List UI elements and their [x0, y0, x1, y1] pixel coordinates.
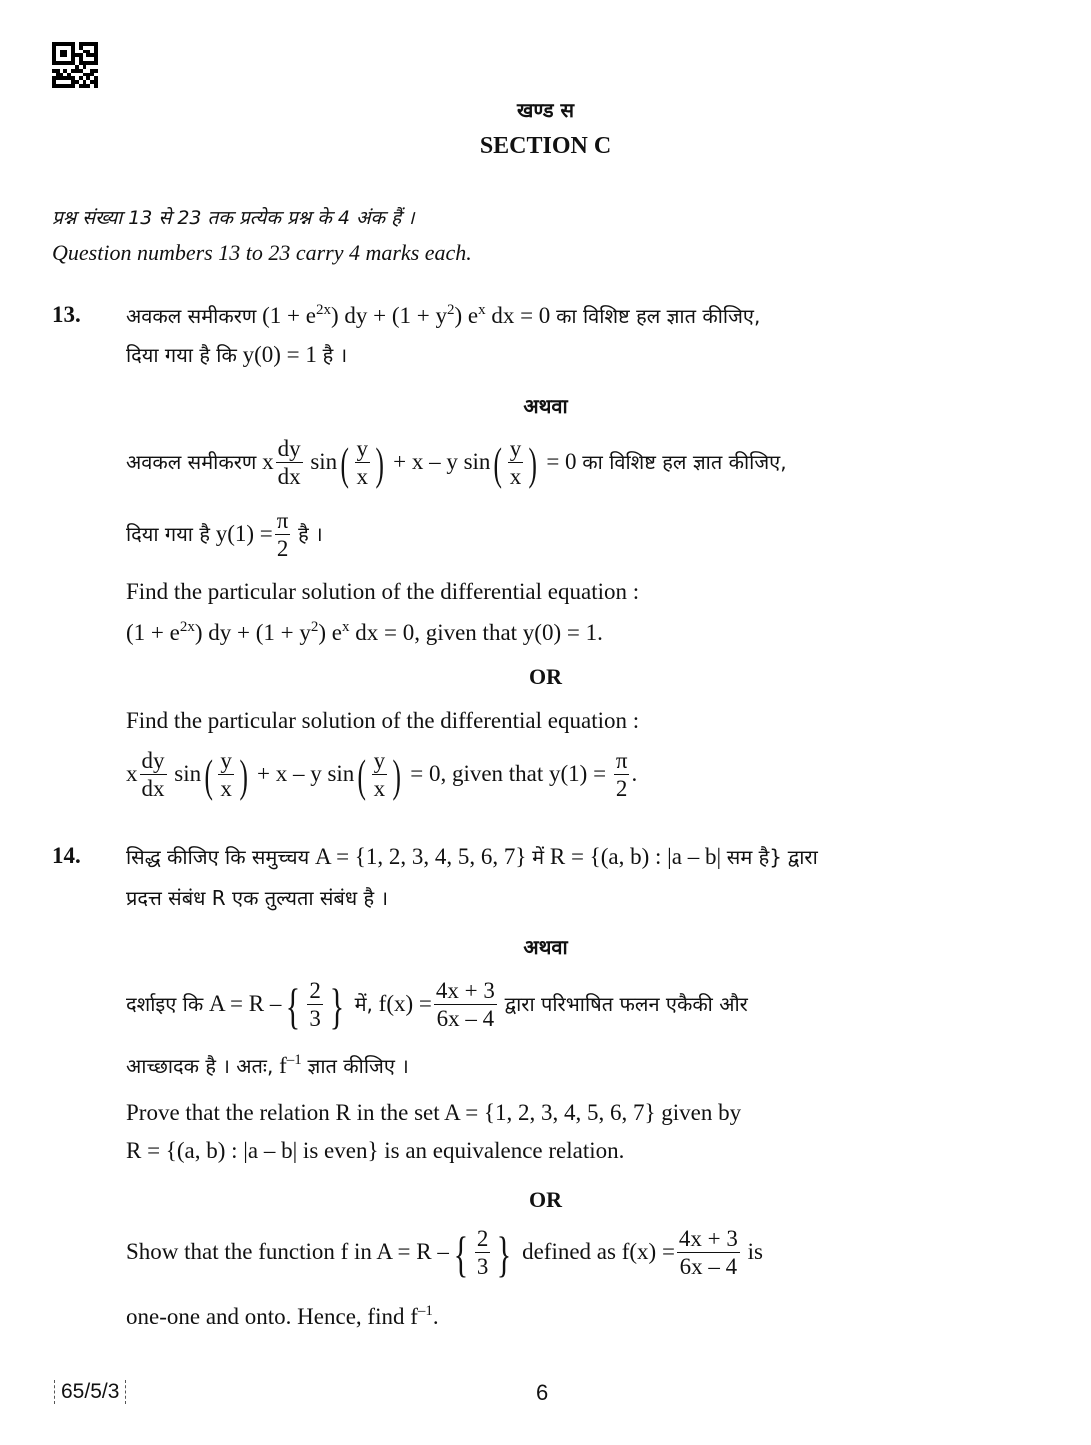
marks-note-hindi: प्रश्न संख्या 13 से 23 तक प्रत्येक प्रश्न के 4 अंक हैं । [52, 207, 415, 229]
text: है । [298, 521, 323, 546]
denominator: 3 [309, 1006, 321, 1031]
fraction [372, 748, 388, 803]
section-title-hindi: खण्ड स [516, 98, 575, 122]
page-number: 6 [536, 1380, 549, 1405]
numerator: 4x + 3 [678, 1226, 738, 1251]
numerator: 4x + 3 [435, 978, 495, 1003]
or-label: OR [529, 664, 562, 689]
question-number: 14. [52, 843, 81, 868]
numerator: y [373, 748, 386, 773]
denominator: 6x – 4 [434, 1004, 497, 1033]
paren-open: ( [493, 437, 503, 489]
qr-code [52, 42, 98, 88]
math: 2 [446, 302, 455, 318]
brace-open: { [286, 977, 301, 1034]
math: f(x) = [378, 990, 432, 1016]
math: (1 + e [126, 620, 180, 645]
q14-alt-hindi-line1 [126, 978, 748, 1033]
math: + x – y sin [393, 448, 491, 474]
math: y(0) = 1 [242, 342, 317, 367]
denominator: dx [141, 776, 165, 801]
paren-close: ) [528, 437, 538, 489]
text: defined as [522, 1238, 616, 1264]
text: द्वारा [787, 845, 818, 869]
text: का विशिष्ट हल ज्ञात कीजिए, [556, 304, 761, 328]
math: = 0 [546, 448, 577, 474]
numerator: 2 [476, 1226, 489, 1251]
fraction [355, 436, 371, 491]
denominator: x [356, 464, 369, 489]
brace-close: } [329, 977, 345, 1034]
fraction [475, 1226, 491, 1281]
numerator: y [509, 436, 522, 461]
math: –1 [286, 1052, 302, 1068]
text: दर्शाइए कि [126, 991, 204, 1016]
text: अवकल समीकरण [126, 449, 257, 474]
math: A = R – [376, 1238, 449, 1264]
text: में, [354, 991, 373, 1016]
math: dx = 0, given that y(0) = 1. [349, 620, 603, 645]
denominator: 3 [476, 1254, 489, 1279]
q13-hindi-line1 [126, 302, 760, 329]
fraction [614, 748, 630, 803]
text: का विशिष्ट हल ज्ञात कीजिए, [582, 449, 787, 474]
text: आच्छादक है । अतः, [126, 1054, 274, 1078]
paren-open: ( [357, 749, 367, 801]
q13-alt-hindi-equation [126, 436, 787, 491]
math: dx = 0 [485, 303, 551, 328]
q14-alt-english-line2 [126, 1304, 439, 1330]
text: सम है} [726, 845, 782, 869]
paren-open: ( [204, 749, 213, 801]
or-label: OR [529, 1187, 562, 1212]
math: sin [174, 760, 202, 786]
numerator: y [220, 748, 232, 773]
fraction [677, 1226, 740, 1281]
numerator: dy [141, 748, 165, 773]
text: अवकल समीकरण [126, 304, 257, 328]
fraction [140, 748, 167, 803]
or-label-hindi: अथवा [523, 394, 568, 418]
numerator: y [356, 436, 369, 461]
math: y(1) = [215, 520, 273, 546]
denominator: dx [277, 464, 301, 489]
math: ) dy + (1 + y [330, 303, 447, 328]
math: –1 [417, 1303, 433, 1319]
section-title: SECTION C [479, 133, 612, 159]
math: A = R – [208, 990, 282, 1016]
q13-alt-hindi-line2 [126, 508, 323, 563]
text: . [432, 1304, 439, 1329]
fraction [275, 508, 291, 563]
math: x [478, 302, 486, 318]
fraction [508, 436, 524, 491]
q13-hindi-line2 [126, 341, 347, 368]
paren-close: ) [375, 437, 384, 489]
fraction [276, 436, 303, 491]
paper-code: 65/5/3 [54, 1380, 126, 1404]
numerator: 2 [309, 978, 321, 1003]
math: x [126, 760, 138, 786]
q13-english-line1: Find the particular solution of the differential equation : [126, 579, 640, 604]
text: दिया गया है [126, 521, 210, 546]
math: = 0, given that y(1) = [410, 760, 607, 786]
math: 2x [315, 302, 331, 318]
brace-open: { [453, 1225, 469, 1282]
paren-close: ) [239, 749, 248, 801]
text: सिद्ध कीजिए कि समुच्चय [126, 845, 310, 869]
denominator: x [509, 464, 522, 489]
fraction [307, 978, 323, 1033]
or-label-hindi: अथवा [523, 935, 568, 959]
text: दिया गया है कि [126, 343, 237, 367]
denominator: x [373, 776, 386, 801]
fraction [218, 748, 234, 803]
marks-note-english: Question numbers 13 to 23 carry 4 marks each. [52, 240, 472, 265]
q14-alt-hindi-line2 [126, 1052, 409, 1079]
q13-alt-english-line1: Find the particular solution of the differential equation : [126, 708, 640, 733]
denominator: 2 [275, 534, 291, 563]
math: R = {(a, b) : |a – b| [549, 844, 722, 869]
text: is [747, 1238, 763, 1264]
denominator: 2 [614, 774, 630, 803]
qr-cell [94, 84, 98, 88]
math: x [341, 619, 350, 635]
text: Show that the function f in [126, 1238, 372, 1264]
q14-hindi-line1 [126, 843, 818, 870]
text: one-one and onto. Hence, find f [126, 1304, 418, 1329]
text: द्वारा परिभाषित फलन एकैकी और [504, 991, 748, 1016]
denominator: 6x – 4 [677, 1252, 740, 1281]
q14-english-line1: Prove that the relation R in the set A = {1, 2, 3, 4, 5, 6, 7} given by [126, 1100, 742, 1125]
q14-english-line2: R = {(a, b) : |a – b| is even} is an equivalence relation. [126, 1138, 625, 1163]
text: है । [322, 343, 348, 367]
paren-close: ) [392, 749, 402, 801]
fraction [434, 978, 497, 1033]
numerator: π [276, 508, 289, 533]
q14-hindi-line2: प्रदत्त संबंध R एक तुल्यता संबंध है । [126, 886, 389, 910]
math: (1 + e [262, 303, 316, 328]
text: ज्ञात कीजिए । [307, 1054, 409, 1078]
q14-alt-english-line1 [126, 1226, 763, 1281]
q13-english-line2 [126, 620, 603, 646]
math: 2x [179, 619, 195, 635]
numerator: dy [277, 436, 301, 461]
math: ) dy + (1 + y [194, 620, 311, 645]
math: f(x) = [621, 1238, 675, 1264]
math: ) e [454, 303, 479, 328]
math: + x – y sin [257, 760, 355, 786]
math: f [279, 1053, 287, 1078]
q13-alt-english-equation: x $\frac{dy}{dx}$ sin( $\frac{y}{x}$ ) + x – y sin( $\frac{y}{x}$ ) = 0, given that y(1) = $\frac{\pi}{2}$ . [126, 748, 638, 801]
math: A = {1, 2, 3, 4, 5, 6, 7} [314, 844, 527, 869]
question-number: 13. [52, 302, 81, 327]
math: ) e [318, 620, 342, 645]
brace-close: } [497, 1225, 512, 1282]
numerator: π [615, 748, 628, 773]
math: x [262, 448, 274, 474]
denominator: x [220, 776, 232, 801]
paren-open: ( [340, 437, 350, 489]
text: में [532, 845, 545, 869]
math: 2 [310, 619, 319, 635]
math: sin [310, 448, 338, 474]
